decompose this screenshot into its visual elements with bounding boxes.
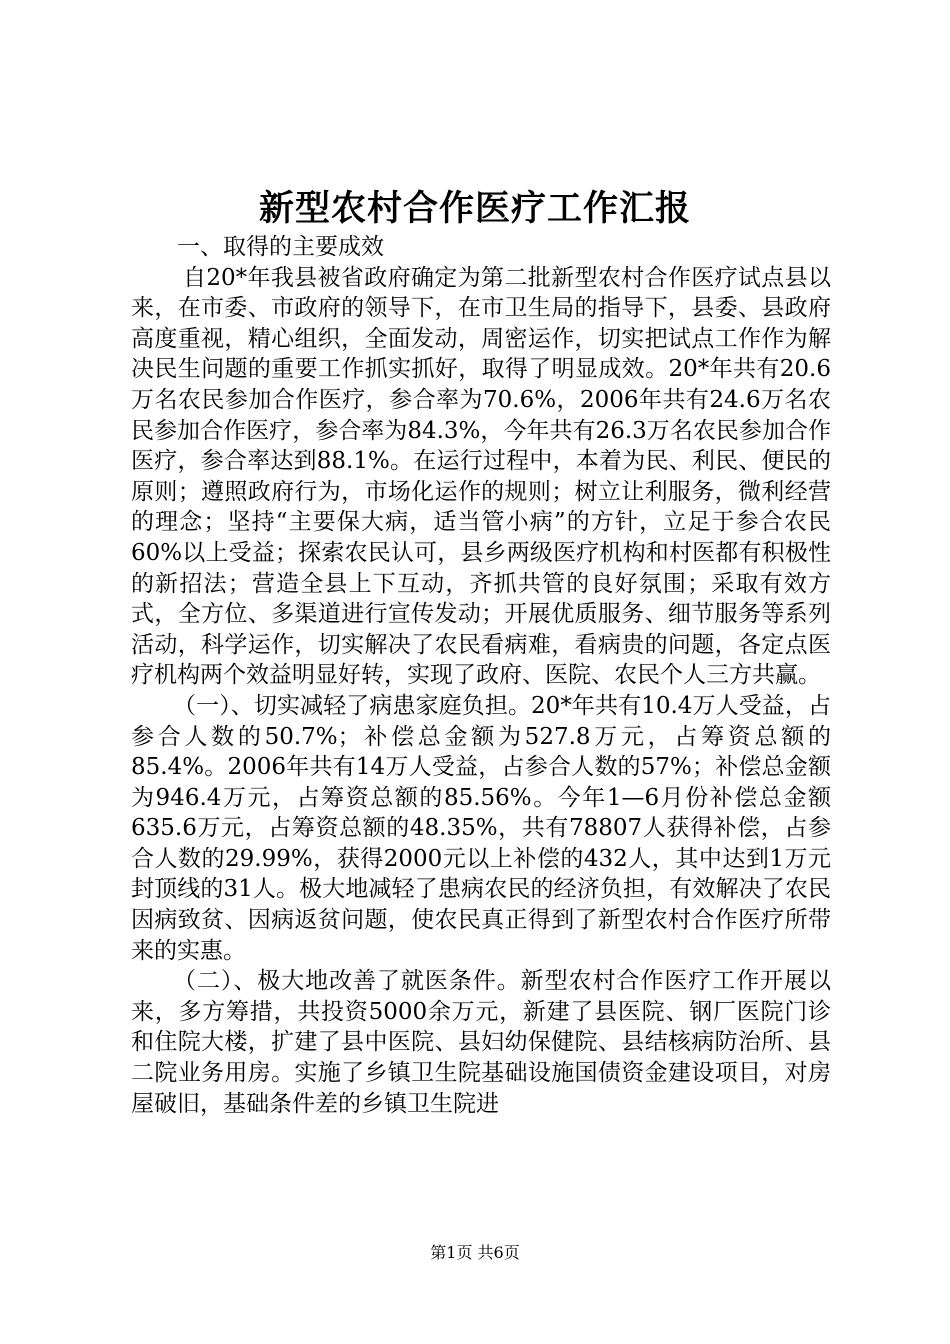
document-title: 新型农村合作医疗工作汇报 <box>258 188 691 229</box>
paragraph-intro: 自20*年我县被省政府确定为第二批新型农村合作医疗试点县以来，在市委、市政府的领导下，在市卫生局的指导下，县委、县政府高度重视，精心组织，全面发动，周密运作，切实把试点工作作为解决民生问题的重要工作抓实抓好，取得了明显成效。20*年共有20.6万名农民参加合作医疗，参合率为70.6%，2006年共有24.6万名农民参加合作医疗，参合率为84.3%，今年共有26.3万名农民参加合作医疗，参合率达到88.1%。在运行过程中，本着为民、利民、便民的原则；遵照政府行为，市场化运作的规则；树立让利服务，微利经营的理念；坚持“主要保大病，适当管小病”的方针，立足于参合农民60%以上受益；探索农民认可，县乡两级医疗机构和村医都有积极性的新招法；营造全县上下互动，齐抓共管的良好氛围；采取有效方式，全方位、多渠道进行宣传发动；开展优质服务、细节服务等系列活动，科学运作，切实解决了农民看病难，看病贵的问题，各定点医疗机构两个效益明显好转，实现了政府、医院、农民个人三方共赢。 <box>131 264 831 689</box>
paragraph-burden-relief: （一）、切实减轻了病患家庭负担。20*年共有10.4万人受益，占参合人数的50.7%；补偿总金额为527.8万元，占筹资总额的85.4%。2006年共有14万人受益，占参合人数的57%；补偿总金额为946.4万元，占筹资总额的85.56%。今年1—6月份补偿总金额635.6万元，占筹资总额的48.35%，共有78807人获得补偿，占参合人数的29.99%，获得2000元以上补偿的432人，其中达到1万元封顶线的31人。极大地减轻了患病农民的经济负担，有效解决了农民因病致贫、因病返贫问题，使农民真正得到了新型农村合作医疗所带来的实惠。 <box>131 692 831 964</box>
paragraph-medical-conditions: （二）、极大地改善了就医条件。新型农村合作医疗工作开展以来，多方筹措，共投资5000余万元，新建了县医院、钢厂医院门诊和住院大楼，扩建了县中医院、县妇幼保健院、县结核病防治所、县二院业务用房。实施了乡镇卫生院基础设施国债资金建设项目，对房屋破旧，基础条件差的乡镇卫生院进 <box>131 968 831 1117</box>
section-heading: 一、取得的主要成效 <box>177 234 384 260</box>
document-body <box>131 232 831 1119</box>
page-footer: 第1页 共6页 <box>430 1243 520 1262</box>
